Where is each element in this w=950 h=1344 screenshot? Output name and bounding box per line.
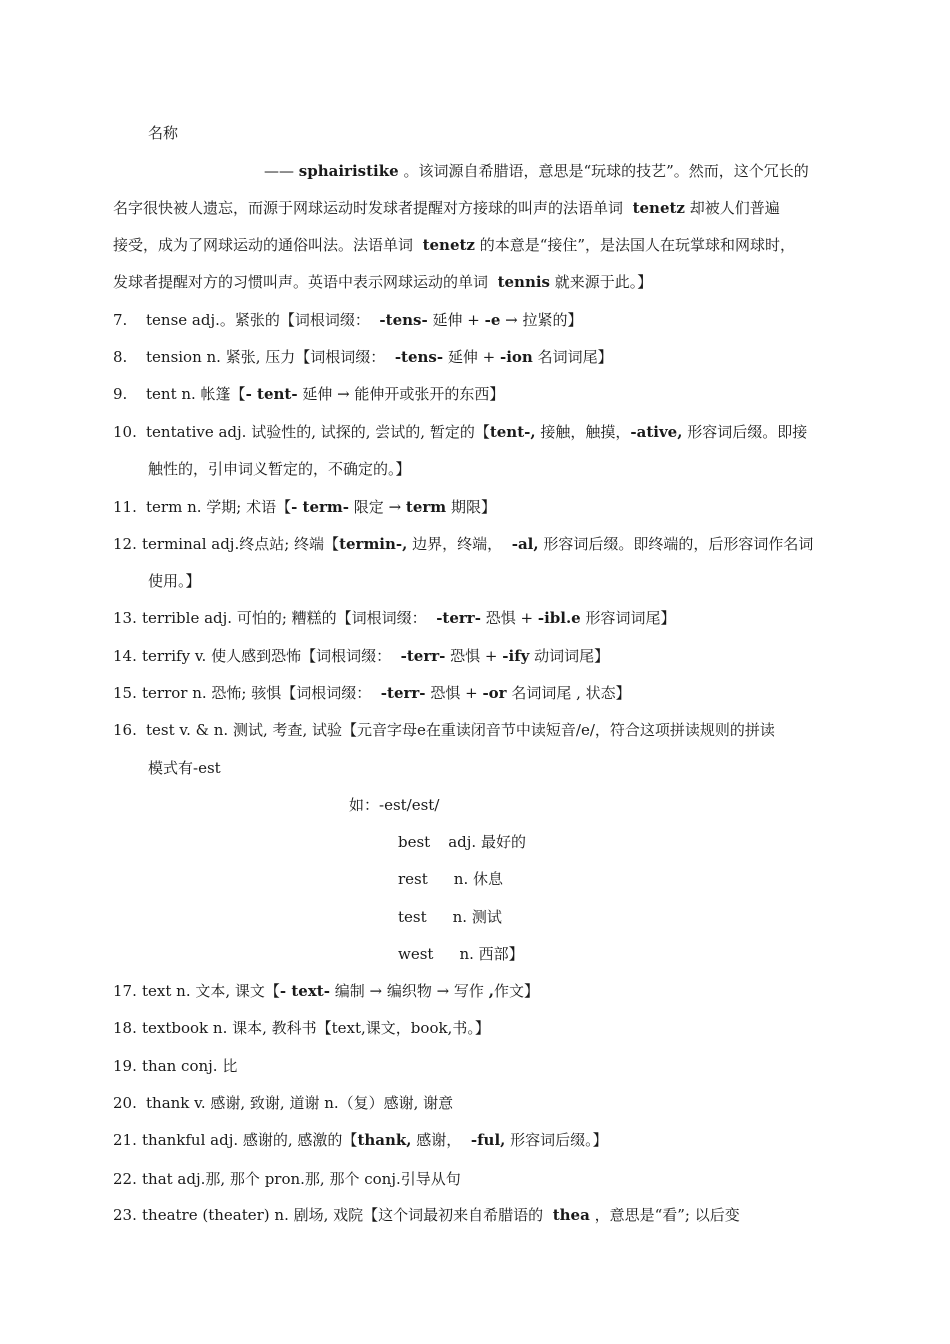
entry-12-cont: 使用。】 (148, 572, 201, 590)
entry-16: 16. test v. & n. 测试, 考查, 试验【元音字母e在重读闭音节中读短音/e/，符合这项拼读规则的拼读 (113, 721, 775, 739)
entry-16-cont: 模式有-est (148, 759, 221, 777)
entry-22: 22. that adj.那, 那个 pron.那, 那个 conj.引导从句 (113, 1170, 461, 1188)
entry-15: 15. terror n. 恐怖; 骇惧【词根词缀： -terr- 恐惧 + -or 名词词尾 , 状态】 (113, 684, 631, 702)
intro-line-4: 发球者提醒对方的习惯叫声。英语中表示网球运动的单词 tennis 就来源于此。】 (113, 273, 653, 291)
entry-19: 19. than conj. 比 (113, 1057, 238, 1075)
intro-line-2: 名字很快被人遗忘，而源于网球运动时发球者提醒对方接球的叫声的法语单词 tenetz 却被人们普遍 (113, 199, 780, 217)
entry-11: 11. term n. 学期; 术语【- term- 限定 → term 期限】 (113, 498, 496, 516)
example-intro: 如：-est/est/ (349, 796, 440, 814)
entry-17: 17. text n. 文本, 课文【- text- 编制 → 编织物 → 写作 ,作文】 (113, 982, 539, 1000)
entry-12: 12. terminal adj.终点站; 终端【termin-, 边界，终端， -al, 形容词后缀。即终端的，后形容词作名词 (113, 535, 814, 553)
entry-7: 7. tense adj.。紧张的【词根词缀： -tens- 延伸 + -e → 拉紧的】 (113, 311, 583, 329)
intro-heading: 名称 (148, 124, 179, 142)
entry-23: 23. theatre (theater) n. 剧场, 戏院【这个词最初来自希腊语的 thea ，意思是“看”; 以后变 (113, 1206, 740, 1224)
intro-line-1: —— sphairistike 。该词源自希腊语，意思是“玩球的技艺”。然而，这个冗长的 (264, 162, 809, 180)
entry-14: 14. terrify v. 使人感到恐怖【词根词缀： -terr- 恐惧 + -ify 动词词尾】 (113, 647, 610, 665)
entry-10: 10. tentative adj. 试验性的, 试探的, 尝试的, 暂定的【tent-, 接触，触摸，-ative, 形容词后缀。即接 (113, 423, 808, 441)
entry-18: 18. textbook n. 课本, 教科书【text,课文，book,书。】 (113, 1019, 490, 1037)
entry-9: 9. tent n. 帐篷【- tent- 延伸 → 能伸开或张开的东西】 (113, 385, 505, 403)
intro-line-3: 接受，成为了网球运动的通俗叫法。法语单词 tenetz 的本意是“接住”，是法国人在玩掌球和网球时， (113, 236, 796, 254)
entry-13: 13. terrible adj. 可怕的; 糟糕的【词根词缀： -terr- 恐惧 + -ibl.e 形容词词尾】 (113, 609, 676, 627)
example-row: west n. 西部】 (398, 945, 524, 963)
entry-20: 20. thank v. 感谢, 致谢, 道谢 n.（复）感谢, 谢意 (113, 1094, 454, 1112)
example-row: test n. 测试 (398, 908, 502, 926)
example-row: best adj. 最好的 (398, 833, 526, 851)
example-row: rest n. 休息 (398, 870, 503, 888)
entry-8: 8. tension n. 紧张, 压力【词根词缀： -tens- 延伸 + -ion 名词词尾】 (113, 348, 613, 366)
entry-21: 21. thankful adj. 感谢的, 感激的【thank, 感谢， -ful, 形容词后缀。】 (113, 1131, 608, 1149)
entry-10-cont: 触性的，引申词义暂定的，不确定的。】 (148, 460, 411, 478)
